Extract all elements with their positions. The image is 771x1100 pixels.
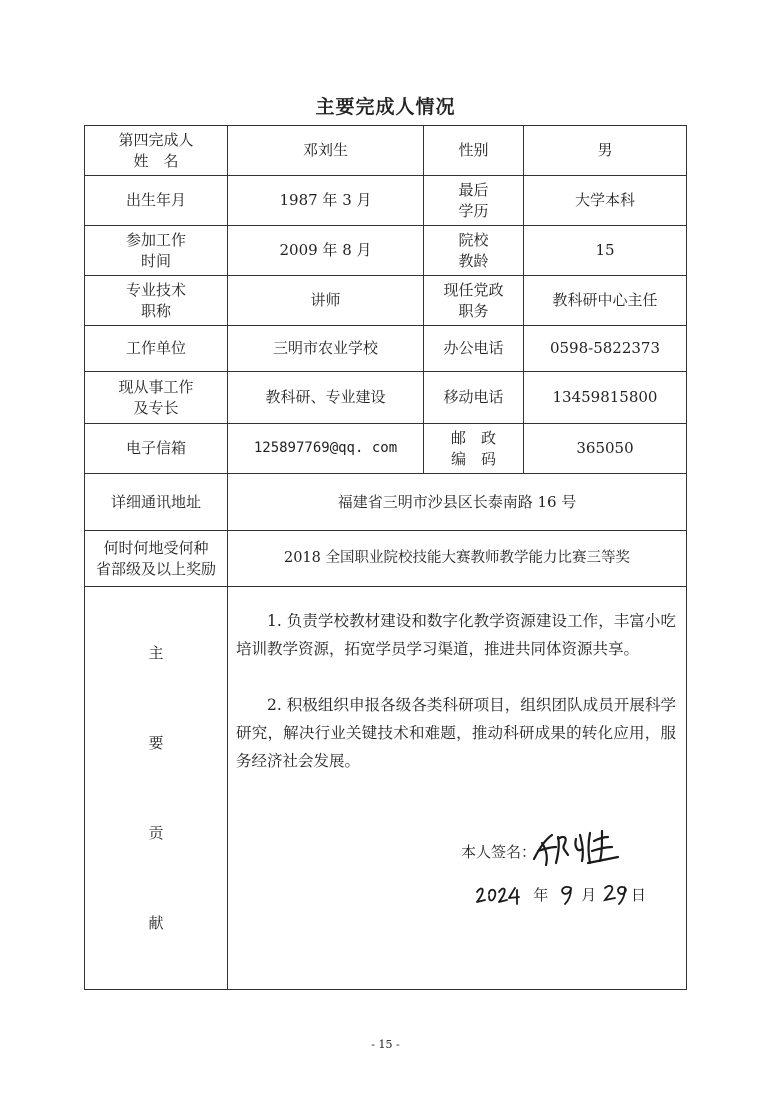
value-work-start: 2009 年 8 月 bbox=[228, 226, 424, 276]
value-position: 教科研中心主任 bbox=[524, 276, 687, 326]
label-address: 详细通讯地址 bbox=[85, 474, 228, 531]
page-title: 主要完成人情况 bbox=[315, 96, 456, 118]
label-award: 何时何地受何种 省部级及以上奖励 bbox=[85, 531, 228, 587]
value-award: 2018 全国职业院校技能大赛教师教学能力比赛三等奖 bbox=[228, 531, 687, 587]
contribution-char-3: 贡 bbox=[148, 824, 164, 842]
label-email: 电子信箱 bbox=[85, 424, 228, 474]
label-gender: 性别 bbox=[424, 126, 524, 176]
value-specialty: 教科研、专业建设 bbox=[228, 372, 424, 424]
contribution-paragraph-2: 2. 积极组织申报各级各类科研项目，组织团队成员开展科学研究，解决行业关键技术和难题，推动科研成果的转化应用，服务经济社会发展。 bbox=[236, 696, 676, 770]
label-rank-name: 第四完成人 姓 名 bbox=[85, 126, 228, 176]
info-row-email bbox=[85, 424, 687, 474]
signature-date bbox=[475, 882, 646, 906]
contribution-char-2: 要 bbox=[148, 733, 164, 752]
value-gender: 男 bbox=[524, 126, 687, 176]
value-mobile-phone: 13459815800 bbox=[524, 372, 687, 424]
info-row-work-start bbox=[85, 226, 687, 276]
label-education: 最后 学历 bbox=[424, 176, 524, 226]
label-employer: 工作单位 bbox=[85, 326, 228, 372]
info-row-contribution bbox=[85, 587, 687, 990]
info-row-address bbox=[85, 474, 687, 531]
contribution-paragraph-1: 1. 负责学校教材建设和数字化教学资源建设工作，丰富小吃培训教学资源，拓宽学员学习渠道，推进共同体资源共享。 bbox=[236, 612, 676, 658]
value-postal-code: 365050 bbox=[524, 424, 687, 474]
label-office-phone: 办公电话 bbox=[424, 326, 524, 372]
value-employer: 三明市农业学校 bbox=[228, 326, 424, 372]
handwritten-day bbox=[601, 882, 631, 906]
value-name: 邓刘生 bbox=[228, 126, 424, 176]
contribution-body bbox=[228, 587, 687, 990]
info-row-name bbox=[85, 126, 687, 176]
handwritten-signature bbox=[528, 825, 624, 874]
year-unit: 年 bbox=[533, 886, 549, 904]
label-work-start: 参加工作 时间 bbox=[85, 226, 228, 276]
info-row-employer bbox=[85, 326, 687, 372]
value-teaching-years: 15 bbox=[524, 226, 687, 276]
value-professional-title: 讲师 bbox=[228, 276, 424, 326]
info-row-award bbox=[85, 531, 687, 587]
personal-info-table bbox=[84, 125, 687, 990]
signature-label: 本人签名： bbox=[460, 843, 536, 861]
handwritten-year bbox=[475, 884, 533, 906]
label-contribution bbox=[85, 587, 228, 990]
info-row-specialty bbox=[85, 372, 687, 424]
label-birth: 出生年月 bbox=[85, 176, 228, 226]
value-address: 福建省三明市沙县区长泰南路 16 号 bbox=[228, 474, 687, 531]
value-education: 大学本科 bbox=[524, 176, 687, 226]
page-number: - 15 - bbox=[371, 1038, 400, 1051]
label-position: 现任党政 职务 bbox=[424, 276, 524, 326]
date-month-unit: 月 bbox=[581, 886, 597, 904]
handwritten-month bbox=[553, 882, 581, 906]
label-professional-title: 专业技术 职称 bbox=[85, 276, 228, 326]
label-specialty: 现从事工作 及专长 bbox=[85, 372, 228, 424]
info-row-title bbox=[85, 276, 687, 326]
contribution-char-4: 献 bbox=[148, 914, 164, 933]
label-postal-code: 邮 政 编 码 bbox=[424, 424, 524, 474]
value-birth: 1987 年 3 月 bbox=[228, 176, 424, 226]
date-day-unit: 日 bbox=[630, 886, 646, 904]
label-teaching-years: 院校 教龄 bbox=[424, 226, 524, 276]
info-row-birth bbox=[85, 176, 687, 226]
label-mobile-phone: 移动电话 bbox=[424, 372, 524, 424]
contribution-char-1: 主 bbox=[148, 643, 164, 662]
value-email: 125897769@qq. com bbox=[228, 424, 424, 474]
value-office-phone: 0598-5822373 bbox=[524, 326, 687, 372]
